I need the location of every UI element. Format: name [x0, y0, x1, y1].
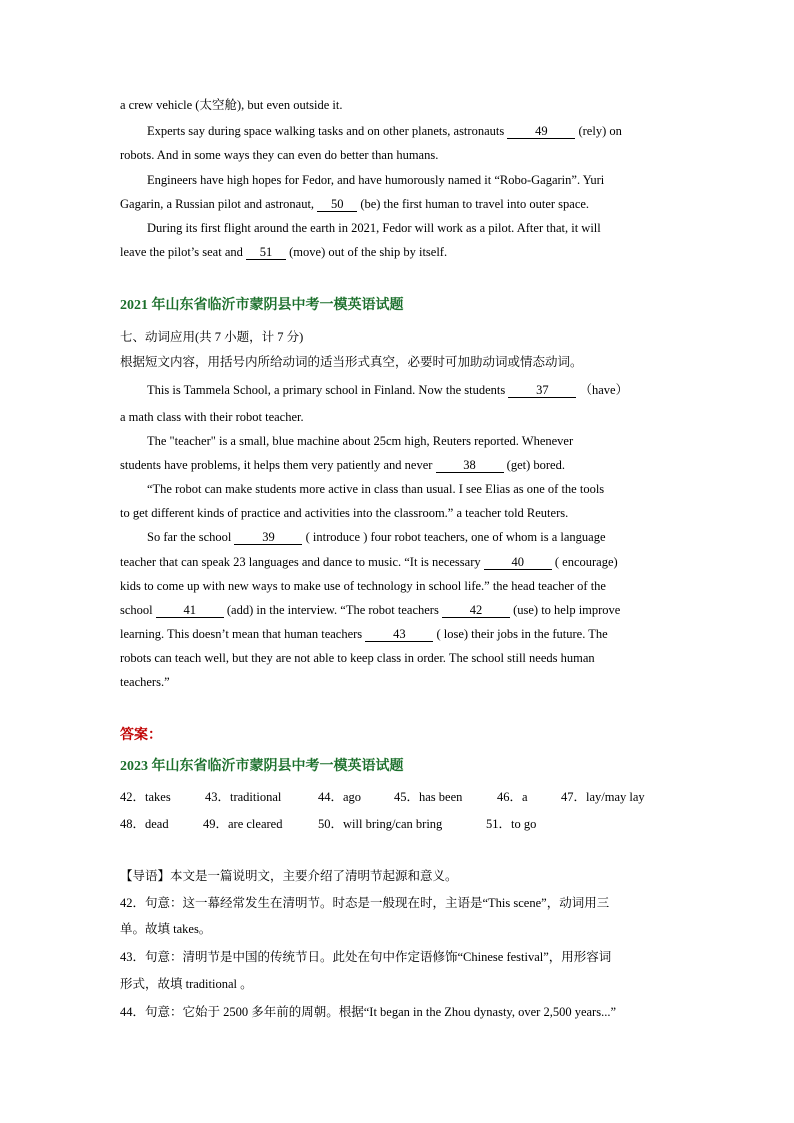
- answer-item: 45．has been: [394, 790, 463, 804]
- answer-item: 46．a: [497, 790, 528, 804]
- answer-item: 48．dead: [120, 817, 169, 831]
- answer-item: 50．will bring/can bring: [318, 817, 443, 831]
- answer-item: 49．are cleared: [203, 817, 283, 831]
- answers-title: 2023 年山东省临沂市蒙阴县中考一模英语试题: [120, 759, 404, 774]
- passage-line: So far the school 39 ( introduce ) four robot teachers, one of whom is a language: [147, 530, 606, 544]
- answer-item: 47．lay/may lay: [561, 790, 645, 804]
- passage-line: This is Tammela School, a primary school in Finland. Now the students 37 （have）: [147, 383, 629, 397]
- blank-42: 42: [442, 603, 510, 618]
- answer-item: 44．ago: [318, 790, 362, 804]
- passage-line: a math class with their robot teacher.: [120, 410, 304, 424]
- blank-50: 50: [317, 197, 357, 212]
- passage-line: robots. And in some ways they can even do better than humans.: [120, 148, 439, 162]
- passage-line: Experts say during space walking tasks and on other planets, astronauts 49 (rely) on: [147, 124, 622, 138]
- explanation-line: 42．句意：这一幕经常发生在清明节。时态是一般现在时，主语是“This scene”，动词用三: [120, 896, 610, 910]
- section-instruction: 根据短文内容，用括号内所给动词的适当形式真空，必要时可加助动词或情态动词。: [120, 355, 583, 369]
- answer-item: 43．traditional: [205, 790, 282, 804]
- passage-line: Engineers have high hopes for Fedor, and have humorously named it “Robo-Gagarin”. Yuri: [147, 173, 605, 187]
- blank-43: 43: [365, 627, 433, 642]
- explanation-line: 单。故填 takes。: [120, 922, 212, 936]
- answer-label: 答案：: [120, 728, 162, 743]
- section-title: 2021 年山东省临沂市蒙阴县中考一模英语试题: [120, 298, 404, 313]
- blank-51: 51: [246, 245, 286, 260]
- passage-line: students have problems, it helps them very patiently and never 38 (get) bored.: [120, 458, 565, 472]
- passage-line: a crew vehicle (太空舱), but even outside it.: [120, 98, 343, 112]
- passage-line: kids to come up with new ways to make use of technology in school life.” the head teacher of the: [120, 579, 606, 593]
- passage-line: teacher that can speak 23 languages and dance to music. “It is necessary 40 ( encourage): [120, 555, 618, 569]
- blank-40: 40: [484, 555, 552, 570]
- passage-line: learning. This doesn’t mean that human teachers 43 ( lose) their jobs in the future. The: [120, 627, 608, 641]
- blank-41: 41: [156, 603, 224, 618]
- passage-line: school 41 (add) in the interview. “The robot teachers 42 (use) to help improve: [120, 603, 621, 617]
- answer-item: 42．takes: [120, 790, 171, 804]
- answer-item: 51．to go: [486, 817, 537, 831]
- passage-line: to get different kinds of practice and activities into the classroom.” a teacher told Reuters.: [120, 506, 569, 520]
- explanation-line: 43．句意：清明节是中国的传统节日。此处在句中作定语修饰“Chinese festival”，用形容词: [120, 950, 612, 964]
- passage-line: Gagarin, a Russian pilot and astronaut, 50 (be) the first human to travel into outer space.: [120, 197, 590, 211]
- blank-38: 38: [436, 458, 504, 473]
- passage-line: “The robot can make students more active in class than usual. I see Elias as one of the tools: [147, 482, 605, 496]
- passage-line: teachers.”: [120, 675, 170, 689]
- passage-line: leave the pilot’s seat and 51 (move) out of the ship by itself.: [120, 245, 448, 259]
- explanation-line: 44．句意：它始于 2500 多年前的周朝。根据“It began in the Zhou dynasty, over 2,500 years...”: [120, 1005, 616, 1019]
- blank-37: 37: [508, 383, 576, 398]
- passage-line: The "teacher" is a small, blue machine about 25cm high, Reuters reported. Whenever: [147, 434, 574, 448]
- passage-line: During its first flight around the earth in 2021, Fedor will work as a pilot. After that, it will: [147, 221, 601, 235]
- blank-39: 39: [234, 530, 302, 545]
- blank-49: 49: [507, 124, 575, 139]
- section-part: 七、动词应用(共 7 小题，计 7 分): [120, 330, 304, 344]
- explanation-intro: 【导语】本文是一篇说明文，主要介绍了清明节起源和意义。: [120, 869, 458, 883]
- explanation-line: 形式，故填 traditional 。: [120, 977, 253, 991]
- passage-line: robots can teach well, but they are not able to keep class in order. The school still needs human: [120, 651, 595, 665]
